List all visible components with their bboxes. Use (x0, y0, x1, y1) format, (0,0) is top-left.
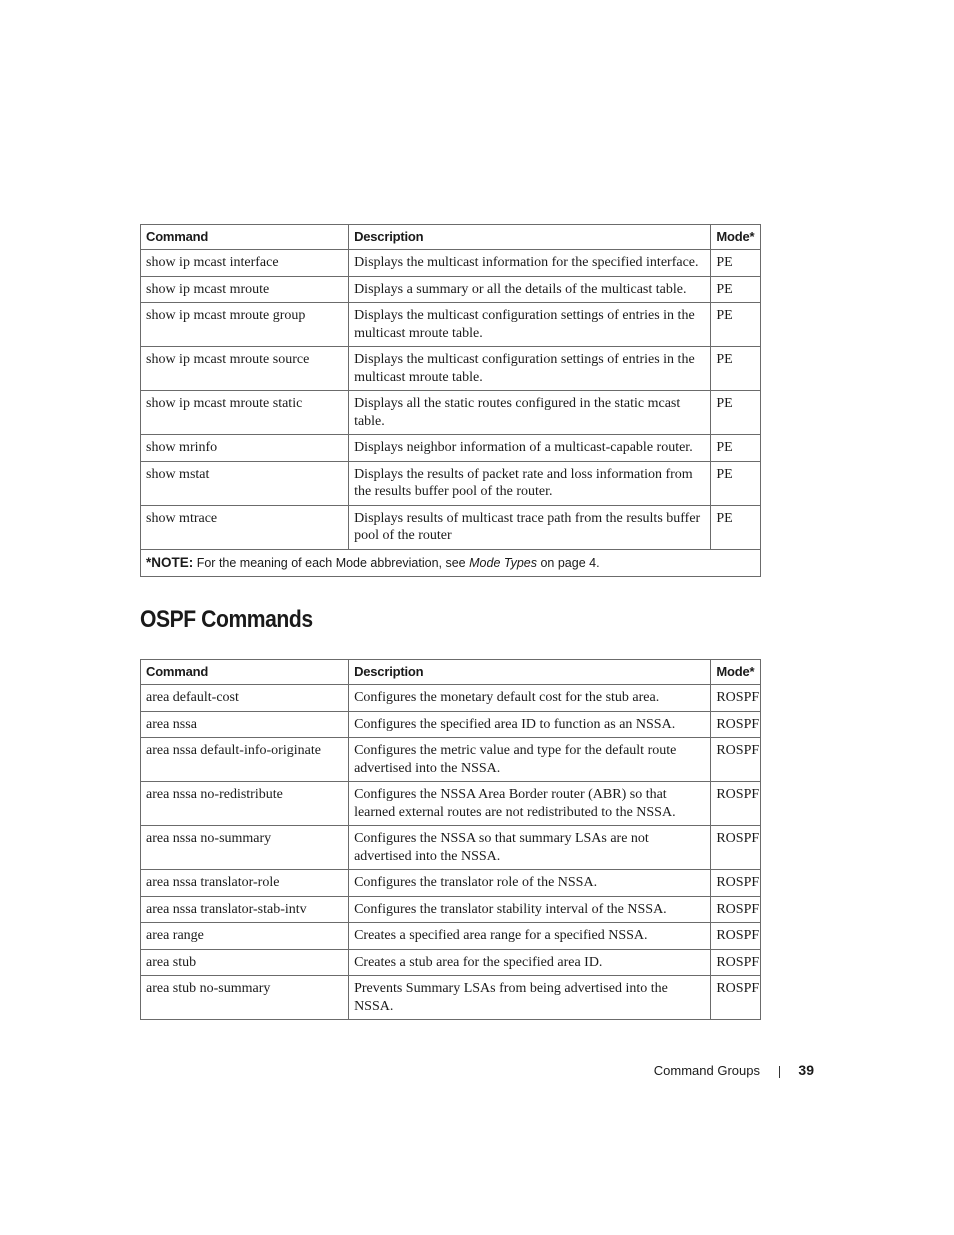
command-cell: area nssa (141, 711, 349, 738)
description-cell: Configures the translator stability interval of the NSSA. (349, 896, 711, 923)
note-cell (141, 549, 761, 577)
mode-cell: PE (711, 347, 761, 391)
description-cell: Displays the multicast information for the specified interface. (349, 250, 711, 277)
table-row (141, 711, 761, 738)
command-cell: show mtrace (141, 505, 349, 549)
page-footer (600, 1062, 814, 1080)
mode-cell: PE (711, 435, 761, 462)
mode-cell: ROSPF (711, 923, 761, 950)
footer-section-name: Command Groups (653, 1063, 760, 1078)
note-label: *NOTE: (146, 554, 194, 570)
command-cell: area nssa translator-stab-intv (141, 896, 349, 923)
table-row (141, 505, 761, 549)
page-number: 39 (798, 1062, 814, 1078)
multicast-commands-table (140, 224, 761, 577)
table-row (141, 435, 761, 462)
mode-cell: ROSPF (711, 826, 761, 870)
mode-cell: PE (711, 461, 761, 505)
note-text-before: For the meaning of each Mode abbreviation, see (193, 555, 470, 570)
command-cell: area nssa default-info-originate (141, 738, 349, 782)
mode-cell: PE (711, 276, 761, 303)
mode-cell: PE (711, 250, 761, 277)
table-row (141, 347, 761, 391)
description-cell: Configures the monetary default cost for the stub area. (349, 685, 711, 712)
description-cell: Displays the multicast configuration settings of entries in the multicast mroute table. (349, 303, 711, 347)
note-row (141, 549, 761, 577)
table-header-row (141, 225, 761, 250)
description-cell: Displays neighbor information of a multicast-capable router. (349, 435, 711, 462)
mode-cell: PE (711, 505, 761, 549)
note-text-after: on page 4. (536, 555, 600, 570)
mode-cell: PE (711, 303, 761, 347)
table-row (141, 923, 761, 950)
command-cell: area default-cost (141, 685, 349, 712)
table-row (141, 870, 761, 897)
description-cell: Configures the metric value and type for the default route advertised into the NSSA. (349, 738, 711, 782)
description-cell: Prevents Summary LSAs from being advertised into the NSSA. (349, 976, 711, 1020)
table-row (141, 461, 761, 505)
description-cell: Displays a summary or all the details of the multicast table. (349, 276, 711, 303)
table-row (141, 276, 761, 303)
note-link-mode-types[interactable]: Mode Types (469, 555, 537, 570)
mode-cell: ROSPF (711, 685, 761, 712)
command-cell: show mrinfo (141, 435, 349, 462)
description-cell: Creates a specified area range for a specified NSSA. (349, 923, 711, 950)
description-cell: Displays results of multicast trace path from the results buffer pool of the router (349, 505, 711, 549)
command-cell: area nssa translator-role (141, 870, 349, 897)
description-cell: Configures the translator role of the NSSA. (349, 870, 711, 897)
ospf-commands-table (140, 659, 761, 1020)
mode-cell: ROSPF (711, 738, 761, 782)
description-cell: Configures the specified area ID to function as an NSSA. (349, 711, 711, 738)
command-cell: show mstat (141, 461, 349, 505)
section-title: OSPF Commands (140, 606, 313, 633)
column-header-mode: Mode* (711, 225, 761, 250)
column-header-description: Description (349, 225, 711, 250)
command-cell: show ip mcast mroute group (141, 303, 349, 347)
column-header-description: Description (349, 660, 711, 685)
table-row (141, 738, 761, 782)
mode-cell: ROSPF (711, 976, 761, 1020)
command-cell: area nssa no-redistribute (141, 782, 349, 826)
footer-divider (779, 1066, 780, 1078)
mode-cell: PE (711, 391, 761, 435)
table-row (141, 303, 761, 347)
table-row (141, 949, 761, 976)
mode-cell: ROSPF (711, 949, 761, 976)
table-row (141, 782, 761, 826)
description-cell: Displays all the static routes configured in the static mcast table. (349, 391, 711, 435)
table-row (141, 826, 761, 870)
command-cell: area stub (141, 949, 349, 976)
command-cell: show ip mcast mroute static (141, 391, 349, 435)
description-cell: Configures the NSSA so that summary LSAs are not advertised into the NSSA. (349, 826, 711, 870)
table-row (141, 896, 761, 923)
table-row (141, 250, 761, 277)
command-cell: show ip mcast interface (141, 250, 349, 277)
table-row (141, 685, 761, 712)
command-cell: show ip mcast mroute (141, 276, 349, 303)
mode-cell: ROSPF (711, 782, 761, 826)
description-cell: Configures the NSSA Area Border router (ABR) so that learned external routes are not redistributed to the NSSA. (349, 782, 711, 826)
mode-cell: ROSPF (711, 896, 761, 923)
command-cell: area stub no-summary (141, 976, 349, 1020)
command-cell: area range (141, 923, 349, 950)
command-cell: show ip mcast mroute source (141, 347, 349, 391)
description-cell: Creates a stub area for the specified area ID. (349, 949, 711, 976)
description-cell: Displays the multicast configuration settings of entries in the multicast mroute table. (349, 347, 711, 391)
command-cell: area nssa no-summary (141, 826, 349, 870)
column-header-command: Command (141, 225, 349, 250)
mode-cell: ROSPF (711, 711, 761, 738)
table-row (141, 391, 761, 435)
column-header-mode: Mode* (711, 660, 761, 685)
column-header-command: Command (141, 660, 349, 685)
mode-cell: ROSPF (711, 870, 761, 897)
description-cell: Displays the results of packet rate and loss information from the results buffer pool of the router. (349, 461, 711, 505)
table-header-row (141, 660, 761, 685)
table-row (141, 976, 761, 1020)
